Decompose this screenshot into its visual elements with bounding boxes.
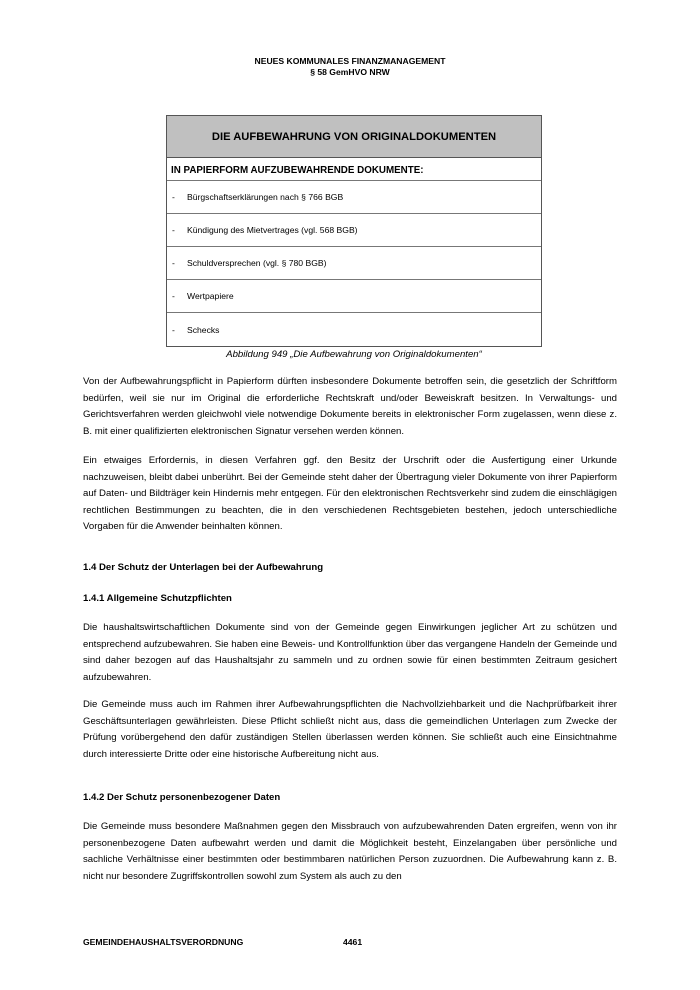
- row-dash: -: [172, 225, 175, 235]
- figure-caption: Abbildung 949 „Die Aufbewahrung von Originaldokumenten“: [226, 349, 482, 360]
- footer-title: GEMEINDEHAUSHALTSVERORDNUNG: [83, 937, 244, 947]
- header-title: NEUES KOMMUNALES FINANZMANAGEMENT: [254, 56, 446, 66]
- paragraph: Die Gemeinde muss besondere Maßnahmen gegen den Missbrauch von aufzubewahrenden Daten ergreifen, wenn von ihr personenbezogene Daten aufbewahrt werden und damit die Möglichkeit besteht, Einzelangaben über persönliche und sachliche Verhältnisse einer bestimmten oder bestimmbaren natürlichen Person zuzuordnen. Die Aufbewahrung kann z. B. nicht nur besondere Zugriffskontrollen sowohl zum System als auch zu den: [83, 821, 617, 882]
- table-title: DIE AUFBEWAHRUNG VON ORIGINALDOKUMENTEN: [167, 116, 541, 158]
- section-heading: 1.4.2 Der Schutz personenbezogener Daten: [83, 792, 281, 803]
- paragraph: Die haushaltswirtschaftlichen Dokumente sind von der Gemeinde gegen Einwirkungen jeglicher Art zu schützen und entsprechend aufzubewahren. Sie haben eine Beweis- und Kontrollfunktion über das vergangene Handeln der Gemeinde und sind daher bezogen auf das Haushaltsjahr zu sammeln und zu ordnen sowie für einen bestimmten Zeitraum gesichert aufzubewahren.: [83, 622, 617, 683]
- table-row: [167, 214, 541, 247]
- row-text: Wertpapiere: [187, 291, 234, 301]
- paragraph: Ein etwaiges Erfordernis, in diesen Verfahren ggf. den Besitz der Urschrift oder die Ausfertigung einer Urkunde nachzuweisen, bleibt dabei unberührt. Bei der Gemeinde steht daher der Übertragung vieler Dokumente von ihrer Papierform auf Daten- und Bildträger kein Hindernis mehr entgegen. Für den elektronischen Rechtsverkehr sind zudem die einschlägigen rechtlichen Bestimmungen zu beachten, die in den verschiedenen Rechtsgebieten bestehen, jedoch unterschiedliche Vorgaben für die Anwender beinhalten können.: [83, 455, 617, 532]
- row-text: Schecks: [187, 324, 220, 335]
- row-text: Kündigung des Mietvertrages (vgl. 568 BGB): [187, 225, 358, 235]
- row-dash: -: [172, 324, 175, 335]
- section-heading: 1.4 Der Schutz der Unterlagen bei der Aufbewahrung: [83, 562, 324, 573]
- paragraph: Die Gemeinde muss auch im Rahmen ihrer Aufbewahrungspflichten die Nachvollziehbarkeit und die Nachprüfbarkeit ihrer Geschäftsunterlagen gewährleisten. Diese Pflicht schließt nicht aus, dass die gemeindlichen Unterlagen zum Zwecke der Prüfung vorübergehend den dafür zuständigen Stellen überlassen werden können. Sie schließt auch eine Einsichtnahme durch interessierte Dritte oder eine historische Aufbereitung nicht aus.: [83, 699, 617, 760]
- page-number: 4461: [343, 937, 363, 947]
- paragraph: Von der Aufbewahrungspflicht in Papierform dürften insbesondere Dokumente betroffen sein, die gesetzlich der Schriftform bedürfen, weil sie nur im Original die erforderliche Rechtskraft und/oder Beweiskraft besitzen. In Verwaltungs- und Gerichtsverfahren werden gleichwohl viele notwendige Dokumente bereits in elektronischer Form zugelassen, wenn diese z. B. mit einer qualifizierten elektronischen Signatur versehen werden können.: [83, 376, 617, 437]
- table-row: [167, 181, 541, 214]
- figure-table: [166, 115, 542, 347]
- row-dash: -: [172, 192, 175, 202]
- header-subtitle: § 58 GemHVO NRW: [310, 67, 390, 77]
- table-row: [167, 247, 541, 280]
- row-dash: -: [172, 291, 175, 301]
- row-text: Schuldversprechen (vgl. § 780 BGB): [187, 258, 327, 268]
- table-row: [167, 280, 541, 313]
- table-row: [167, 313, 541, 346]
- row-dash: -: [172, 258, 175, 268]
- page-header: [0, 56, 700, 78]
- table-subheading: IN PAPIERFORM AUFZUBEWAHRENDE DOKUMENTE:: [167, 158, 541, 181]
- section-heading: 1.4.1 Allgemeine Schutzpflichten: [83, 593, 232, 604]
- row-text: Bürgschaftserklärungen nach § 766 BGB: [187, 192, 344, 202]
